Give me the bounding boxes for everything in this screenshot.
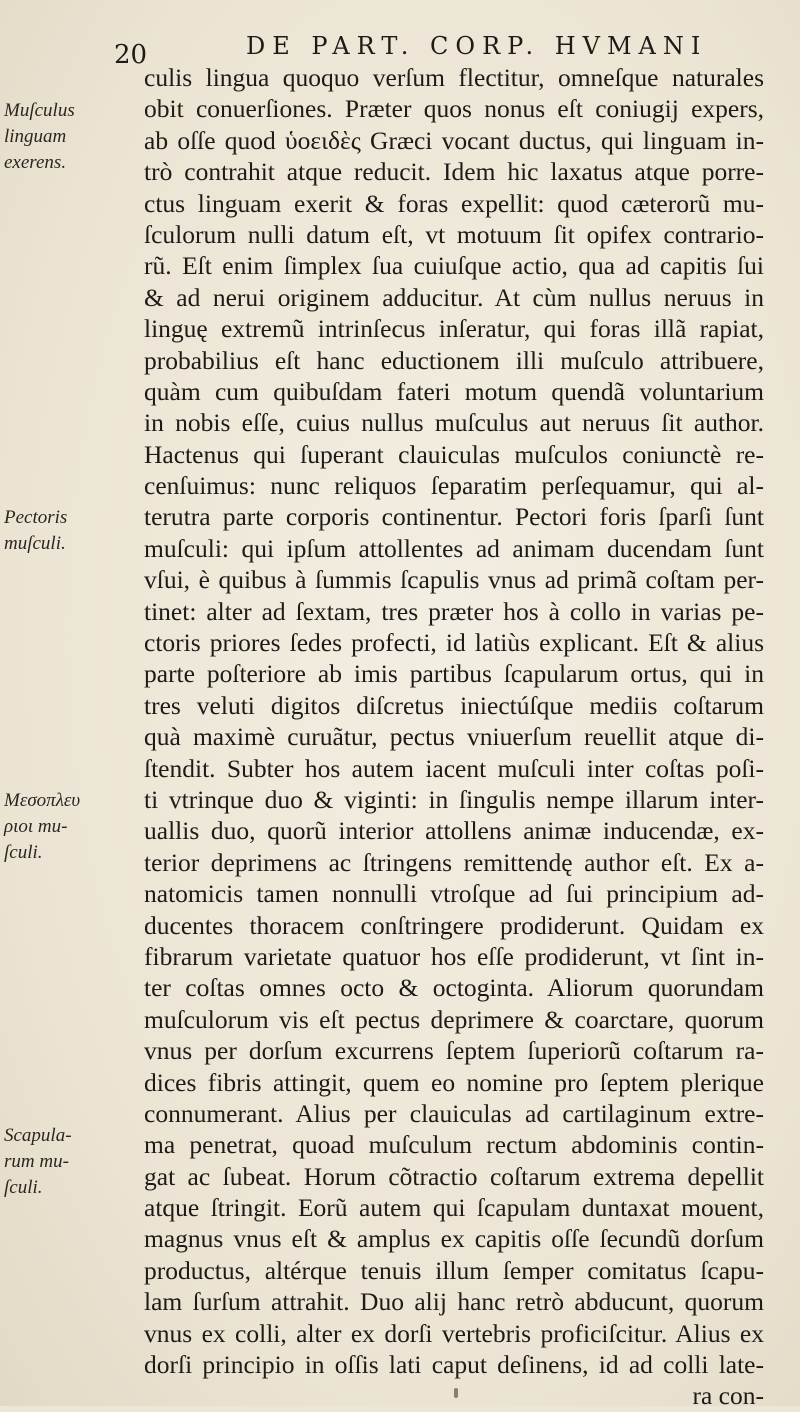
- text-line: ma penetrat, quoad muſculum rectum abdominis contin-: [144, 1130, 764, 1160]
- text-line: Hactenus qui ſuperant clauiculas muſculos coniunctè re-: [144, 439, 764, 469]
- text-line: ſculorum nulli datum eſt, vt motuum ſit opifex contrario-: [144, 219, 764, 249]
- text-line: ducentes thoracem conſtringere prodiderunt. Quidam ex: [144, 910, 764, 940]
- text-line: ſtendit. Subter hos autem iacent muſculi inter coſtas poſi-: [144, 753, 764, 783]
- margin-note-line: Μεσοπλευ: [4, 790, 81, 811]
- text-line: ti vtrinque duo & viginti: in ſingulis nempe illarum inter-: [144, 784, 764, 814]
- text-line: productus, altérque tenuis illum ſemper comitatus ſcapu-: [144, 1255, 764, 1285]
- margin-note-line: Scapula-: [4, 1125, 72, 1146]
- margin-note-line: ριοι mu-: [4, 816, 68, 837]
- text-line: muſculi: qui ipſum attollentes ad animam ducendam ſunt: [144, 533, 764, 563]
- text-line: atque ſtringit. Eorũ autem qui ſcapulam duntaxat mouent,: [144, 1193, 764, 1223]
- body-text: [144, 62, 764, 1412]
- page-mark: [454, 1388, 458, 1398]
- text-line: cenſuimus: nunc reliquos ſeparatim perſequamur, qui al-: [144, 471, 764, 501]
- margin-note-line: exerens.: [4, 152, 67, 173]
- text-line: quà maximè curuãtur, pectus vniuerſum reuellit atque di-: [144, 722, 764, 752]
- text-line: ter coſtas omnes octo & octoginta. Aliorum quorundam: [144, 973, 764, 1003]
- margin-note-chest-muscles: [4, 505, 124, 557]
- text-line: tres veluti digitos diſcretus iniectúſque mediis coſtarum: [144, 690, 764, 720]
- text-line: & ad nerui originem adducitur. At cùm nullus neruus in: [144, 282, 764, 312]
- margin-note-line: linguam: [4, 126, 67, 147]
- text-line: magnus vnus eſt & amplus ex capitis oſſe ſecundũ dorſum: [144, 1224, 764, 1254]
- text-line: vnus ex colli, alter ex dorſi vertebris proficiſcitur. Alius ex: [144, 1318, 764, 1348]
- margin-note-line: ſculi.: [4, 1177, 43, 1198]
- text-line: terutra parte corporis continentur. Pectori foris ſparſi ſunt: [144, 502, 764, 532]
- text-line: lam ſurſum attrahit. Duo alij hanc retrò abducunt, quorum: [144, 1287, 764, 1317]
- text-line: parte poſteriore ab imis partibus ſcapularum ortus, qui in: [144, 659, 764, 689]
- page-number: 20: [114, 40, 148, 70]
- text-line: linguę extremũ intrinſecus inſeratur, qui foras illã rapiat,: [144, 314, 764, 344]
- running-head: DE PART. CORP. HVMANI: [246, 32, 708, 60]
- text-line: connumerant. Alius per clauiculas ad cartilaginum extre-: [144, 1098, 764, 1128]
- margin-note-intercostal-muscles: [4, 788, 124, 866]
- text-line: tinet: alter ad ſextam, tres præter hos à collo in varias pe-: [144, 596, 764, 626]
- text-line: obit conuerſiones. Præter quos nonus eſt coniugij expers,: [144, 94, 764, 124]
- margin-note-line: Muſculus: [4, 100, 75, 121]
- text-line: fibrarum varietate quatuor hos eſſe prodiderunt, vt ſint in-: [144, 941, 764, 971]
- text-line: vnus per dorſum excurrens ſeptem ſuperiorũ coſtarum ra-: [144, 1036, 764, 1066]
- text-line: terior deprimens ac ſtringens remittendę author eſt. Ex a-: [144, 847, 764, 877]
- text-line: muſculorum vis eſt pectus deprimere & coarctare, quorum: [144, 1004, 764, 1034]
- text-line: trò contrahit atque reducit. Idem hic laxatus atque porre-: [144, 157, 764, 187]
- text-line: vſui, è quibus à ſummis ſcapulis vnus ad primã coſtam per-: [144, 565, 764, 595]
- margin-note-line: rum mu-: [4, 1151, 69, 1172]
- text-line: ab oſſe quod ὑοειδὲς Græci vocant ductus, qui linguam in-: [144, 125, 764, 155]
- text-line: gat ac ſubeat. Horum cõtractio coſtarum extrema depellit: [144, 1161, 764, 1191]
- text-line: culis lingua quoquo verſum flectitur, omneſque naturales: [144, 63, 764, 92]
- margin-note-line: Pectoris: [4, 507, 68, 528]
- text-line: in nobis eſſe, cuius nullus muſculus aut neruus ſit author.: [144, 408, 764, 438]
- text-line: dorſi principio in oſſis lati caput deſinens, id ad colli late-: [144, 1350, 764, 1380]
- margin-note-tongue-muscle: [4, 98, 124, 176]
- text-line: dices fibris attingit, quem eo nomine pro ſeptem plerique: [144, 1067, 764, 1097]
- margin-note-line: ſculi.: [4, 842, 43, 863]
- margin-note-scapula-muscles: [4, 1123, 124, 1201]
- text-line: rũ. Eſt enim ſimplex ſua cuiuſque actio, qua ad capitis ſui: [144, 251, 764, 281]
- text-line: ctoris priores ſedes profecti, id latiùs explicant. Eſt & alius: [144, 628, 764, 658]
- text-line: ctus linguam exerit & foras expellit: quod cæterorũ mu-: [144, 188, 764, 218]
- text-line: ra con-: [692, 1381, 764, 1411]
- text-line: quàm cum quibuſdam fateri motum quendã voluntarium: [144, 376, 764, 406]
- text-line: natomicis tamen nonnulli vtroſque ad ſui principium ad-: [144, 879, 764, 909]
- text-line: uallis duo, quorũ interior attollens animæ inducendæ, ex-: [144, 816, 764, 846]
- margin-note-line: muſculi.: [4, 533, 66, 554]
- text-line: probabilius eſt hanc eductionem illi muſculo attribuere,: [144, 345, 764, 375]
